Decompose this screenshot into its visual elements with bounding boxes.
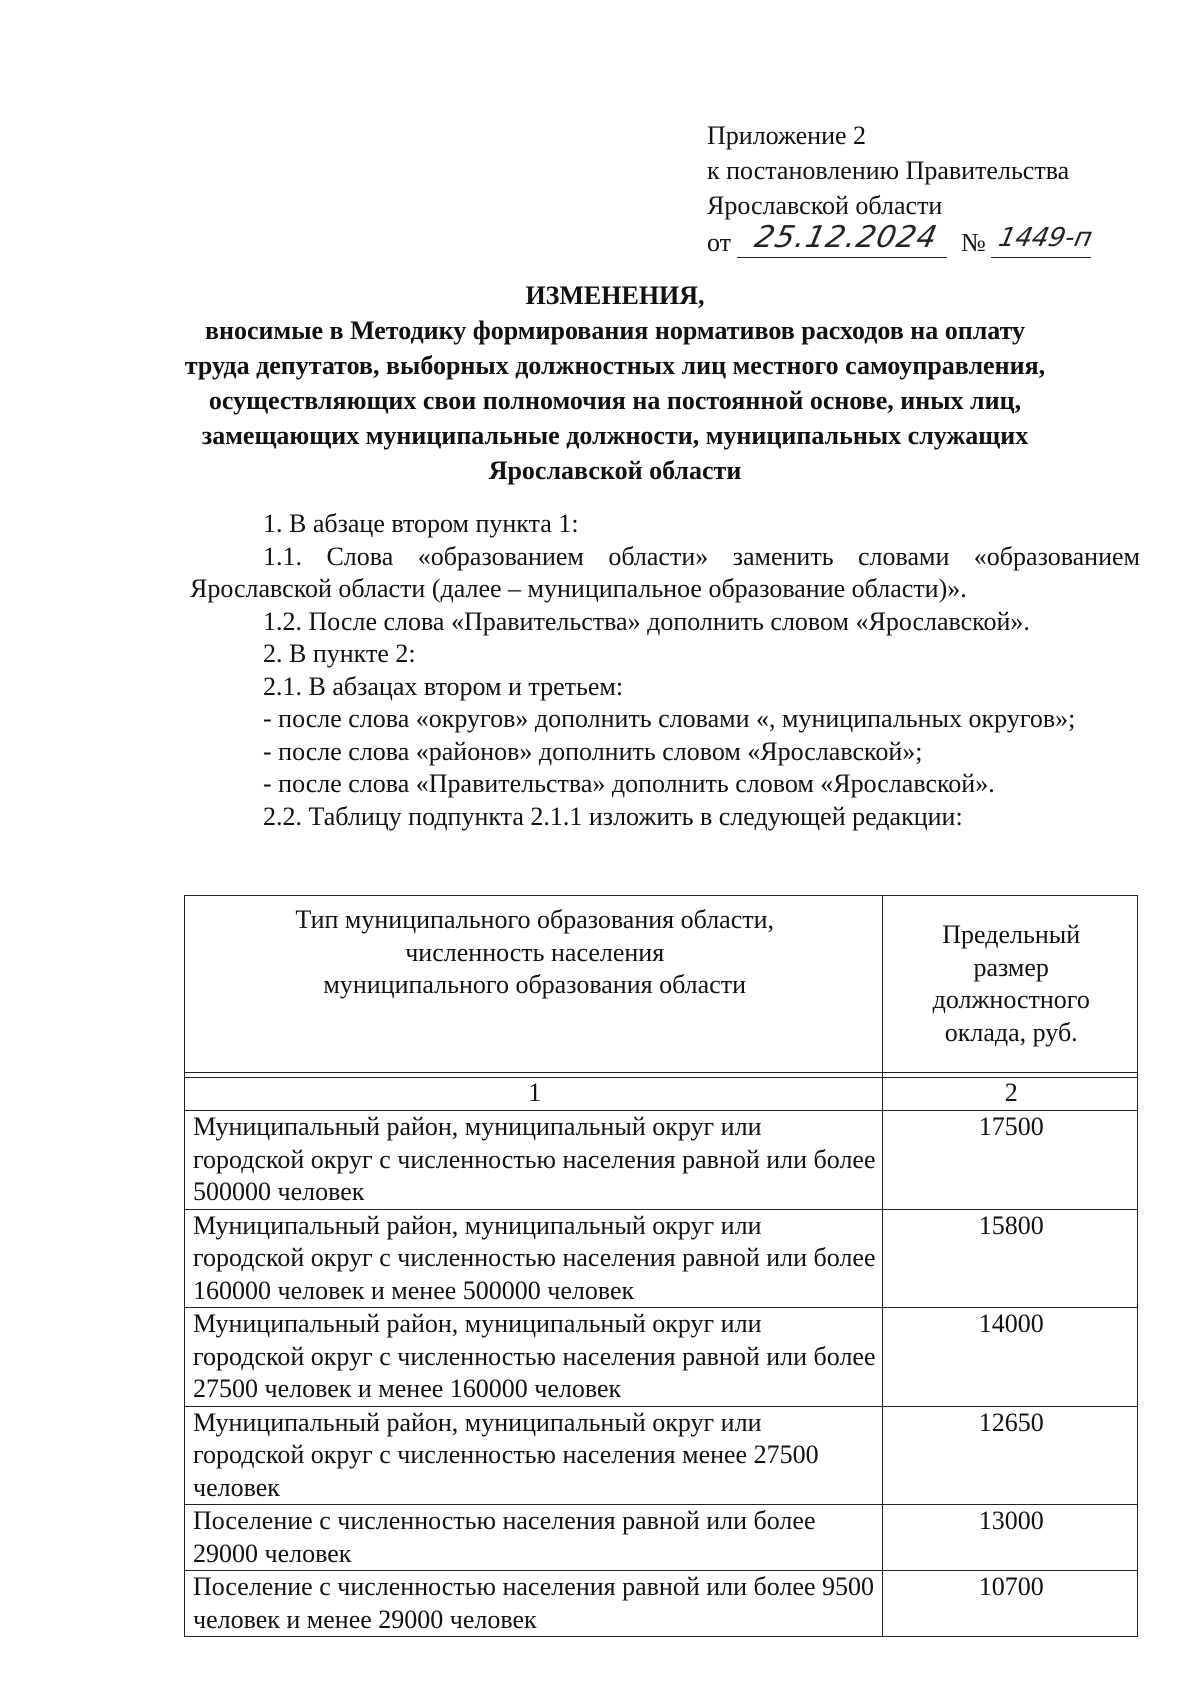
municipality-type-cell: Поселение с численностью населения равной или более 29000 человек [185,1505,883,1571]
header-line: Предельный [942,920,1081,949]
header-line: размер [973,952,1049,982]
header-cell-type [185,896,883,1073]
appendix-line-1: Приложение 2 [707,121,867,150]
salary-cell: 10700 [883,1571,1138,1637]
handwritten-date: 25.12.2024 [737,219,955,258]
paragraph: 2.2. Таблицу подпункта 2.1.1 изложить в следующей редакции: [263,801,963,831]
municipality-type-cell: Муниципальный район, муниципальный округ или городской округ с численностью населения равной или более 160000 человек и менее 500000 человек [185,1209,883,1308]
document-title [150,278,1080,488]
municipality-type-cell: Муниципальный район, муниципальный округ или городской округ с численностью населения равной или более 500000 человек [185,1111,883,1210]
salary-table [184,895,1138,1637]
table-header-row [185,896,1138,1073]
title-subtitle-line: труда депутатов, выборных должностных лиц местного самоуправления, [184,351,1046,380]
header-cell-salary [883,896,1138,1073]
municipality-type-cell: Муниципальный район, муниципальный округ или городской округ с численностью населения менее 27500 человек [185,1406,883,1505]
header-line: оклада, руб. [944,1017,1078,1047]
handwritten-number: 1449-п [991,219,1099,258]
number-prefix: № [961,228,986,257]
column-number-row [185,1078,1138,1111]
appendix-line-3: Ярославской области [707,191,943,220]
table-row [185,1111,1138,1210]
date-number-row [707,220,1137,263]
table-row [185,1505,1138,1571]
title-subtitle-line: Ярославской области [488,456,742,485]
paragraph: 2. В пункте 2: [263,639,416,668]
header-line: должностного [932,985,1090,1014]
paragraph: 1.2. После слова «Правительства» дополнить словом «Ярославской». [263,606,1030,636]
document-body [190,508,1140,833]
header-line: муниципального образования области [323,970,747,999]
paragraph: 2.1. В абзацах втором и третьем: [263,671,624,701]
municipality-type-cell: Муниципальный район, муниципальный округ или городской округ с численностью населения равной или более 27500 человек и менее 160000 человек [185,1308,883,1407]
title-subtitle-line: осуществляющих свои полномочия на постоянной основе, иных лиц, [208,386,1022,415]
column-number: 2 [883,1078,1138,1111]
table-row [185,1308,1138,1407]
salary-cell: 13000 [883,1505,1138,1571]
header-line: Тип муниципального образования области, [295,905,775,934]
salary-cell: 14000 [883,1308,1138,1407]
table-row [185,1209,1138,1308]
paragraph: 1.1. Слова «образованием области» заменить словами «образованием Ярославской области (далее – муниципальное образование области)». [190,541,1140,603]
municipality-type-cell: Поселение с численностью населения равной или более 9500 человек и менее 29000 человек [185,1571,883,1637]
paragraph: - после слова «районов» дополнить словом «Ярославской»; [263,736,923,766]
paragraph: 1. В абзаце втором пункта 1: [263,509,579,538]
column-number: 1 [185,1078,883,1111]
appendix-line-2: к постановлению Правительства [707,156,1070,185]
title-subtitle-line: вносимые в Методику формирования нормативов расходов на оплату [204,316,1026,345]
paragraph: - после слова «округов» дополнить словами «, муниципальных округов»; [263,704,1076,733]
header-line: численность населения [405,937,665,967]
salary-cell: 15800 [883,1209,1138,1308]
salary-cell: 17500 [883,1111,1138,1210]
appendix-block [707,118,1137,263]
title-heading: ИЗМЕНЕНИЯ, [525,281,705,310]
paragraph: - после слова «Правительства» дополнить словом «Ярославской». [263,769,995,798]
title-subtitle-line: замещающих муниципальные должности, муниципальных служащих [201,421,1029,450]
table-row [185,1571,1138,1637]
table-row [185,1406,1138,1505]
salary-cell: 12650 [883,1406,1138,1505]
date-prefix: от [707,228,732,257]
